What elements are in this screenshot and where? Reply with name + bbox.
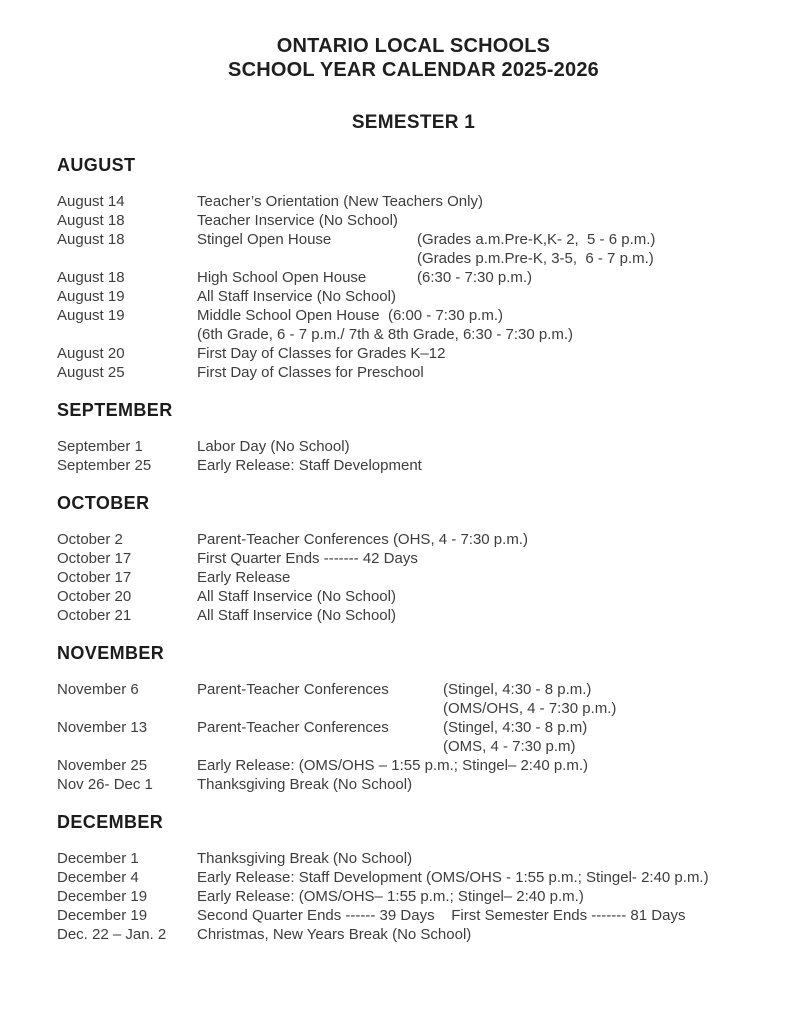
event-detail: (Grades a.m.Pre-K,K- 2, 5 - 6 p.m.): [417, 231, 656, 248]
event-detail: (6:30 - 7:30 p.m.): [417, 269, 533, 286]
event-date: August 18: [57, 231, 125, 248]
event-rows: [57, 849, 770, 944]
event-row: [57, 756, 770, 775]
event-row: [57, 287, 770, 306]
event-row: [57, 456, 770, 475]
event-description: Early Release: Staff Development (OMS/OHS - 1:55 p.m.; Stingel- 2:40 p.m.): [197, 869, 709, 886]
event-description: Thanksgiving Break (No School): [197, 850, 413, 867]
event-date: October 20: [57, 588, 132, 605]
event-row: [57, 587, 770, 606]
event-date: December 19: [57, 907, 148, 924]
event-detail: (OMS, 4 - 7:30 p.m): [443, 738, 576, 755]
event-row: [57, 849, 770, 868]
event-row: [57, 437, 770, 456]
event-row: [57, 606, 770, 625]
document-title-line2: SCHOOL YEAR CALENDAR 2025-2026: [228, 59, 599, 81]
event-row: [57, 549, 770, 568]
event-detail: (Grades p.m.Pre-K, 3-5, 6 - 7 p.m.): [417, 250, 654, 267]
event-description: Parent-Teacher Conferences (OHS, 4 - 7:30 p.m.): [197, 531, 528, 548]
event-row: [57, 718, 770, 737]
event-rows: [57, 192, 770, 382]
month-heading: AUGUST: [57, 155, 136, 175]
event-date: October 17: [57, 569, 132, 586]
event-description: Early Release: Staff Development: [197, 457, 422, 474]
semester-heading: SEMESTER 1: [351, 112, 476, 133]
event-row: [57, 249, 770, 268]
event-date: December 19: [57, 888, 148, 905]
event-detail: (OMS/OHS, 4 - 7:30 p.m.): [443, 700, 617, 717]
event-description: Christmas, New Years Break (No School): [197, 926, 472, 943]
event-rows: [57, 530, 770, 625]
event-description: Second Quarter Ends ------ 39 Days First Semester Ends ------- 81 Days: [197, 907, 686, 924]
event-row: [57, 568, 770, 587]
event-row: [57, 325, 770, 344]
event-description: Early Release: (OMS/OHS – 1:55 p.m.; Stingel– 2:40 p.m.): [197, 757, 588, 774]
event-row: [57, 775, 770, 794]
event-row: [57, 680, 770, 699]
event-description: Middle School Open House (6:00 - 7:30 p.m.): [197, 307, 503, 324]
month-heading: NOVEMBER: [57, 643, 165, 663]
event-date: Nov 26- Dec 1: [57, 776, 153, 793]
event-date: August 19: [57, 288, 125, 305]
event-date: August 18: [57, 212, 125, 229]
event-rows: [57, 680, 770, 794]
event-row: [57, 530, 770, 549]
event-detail: (Stingel, 4:30 - 8 p.m): [443, 719, 588, 736]
event-date: October 2: [57, 531, 123, 548]
event-description: Stingel Open House: [197, 231, 332, 248]
event-date: November 6: [57, 681, 139, 698]
event-description: Teacher’s Orientation (New Teachers Only): [197, 193, 483, 210]
event-description: All Staff Inservice (No School): [197, 607, 396, 624]
event-row: [57, 211, 770, 230]
document-header: [57, 34, 770, 134]
event-date: September 1: [57, 438, 143, 455]
event-date: November 13: [57, 719, 148, 736]
event-row: [57, 887, 770, 906]
event-row: [57, 737, 770, 756]
event-date: December 1: [57, 850, 139, 867]
event-date: Dec. 22 – Jan. 2: [57, 926, 167, 943]
month-section: [57, 399, 770, 475]
event-row: [57, 906, 770, 925]
event-row: [57, 363, 770, 382]
event-row: [57, 868, 770, 887]
event-description: (6th Grade, 6 - 7 p.m./ 7th & 8th Grade, 6:30 - 7:30 p.m.): [197, 326, 574, 343]
sections: [57, 154, 770, 944]
event-date: August 25: [57, 364, 125, 381]
event-date: October 21: [57, 607, 132, 624]
event-description: First Day of Classes for Grades K–12: [197, 345, 446, 362]
event-description: All Staff Inservice (No School): [197, 288, 396, 305]
event-date: November 25: [57, 757, 148, 774]
event-date: September 25: [57, 457, 152, 474]
month-heading: OCTOBER: [57, 493, 150, 513]
event-description: Early Release: (OMS/OHS– 1:55 p.m.; Stingel– 2:40 p.m.): [197, 888, 584, 905]
event-description: First Quarter Ends ------- 42 Days: [197, 550, 418, 567]
event-description: Early Release: [197, 569, 291, 586]
event-description: Labor Day (No School): [197, 438, 350, 455]
month-section: [57, 492, 770, 625]
month-section: [57, 642, 770, 794]
event-date: August 19: [57, 307, 125, 324]
event-description: Parent-Teacher Conferences: [197, 681, 389, 698]
event-row: [57, 230, 770, 249]
event-description: High School Open House: [197, 269, 367, 286]
event-detail: (Stingel, 4:30 - 8 p.m.): [443, 681, 592, 698]
event-description: All Staff Inservice (No School): [197, 588, 396, 605]
event-row: [57, 344, 770, 363]
event-row: [57, 192, 770, 211]
event-row: [57, 306, 770, 325]
event-description: First Day of Classes for Preschool: [197, 364, 424, 381]
month-heading: DECEMBER: [57, 812, 164, 832]
event-description: Parent-Teacher Conferences: [197, 719, 389, 736]
event-date: December 4: [57, 869, 139, 886]
event-date: October 17: [57, 550, 132, 567]
document-title-line1: ONTARIO LOCAL SCHOOLS: [276, 35, 551, 57]
month-section: [57, 154, 770, 382]
event-description: Thanksgiving Break (No School): [197, 776, 413, 793]
event-date: August 20: [57, 345, 125, 362]
event-row: [57, 268, 770, 287]
event-rows: [57, 437, 770, 475]
event-date: August 14: [57, 193, 125, 210]
event-row: [57, 699, 770, 718]
event-description: Teacher Inservice (No School): [197, 212, 398, 229]
event-row: [57, 925, 770, 944]
event-date: August 18: [57, 269, 125, 286]
month-heading: SEPTEMBER: [57, 400, 173, 420]
month-section: [57, 811, 770, 944]
